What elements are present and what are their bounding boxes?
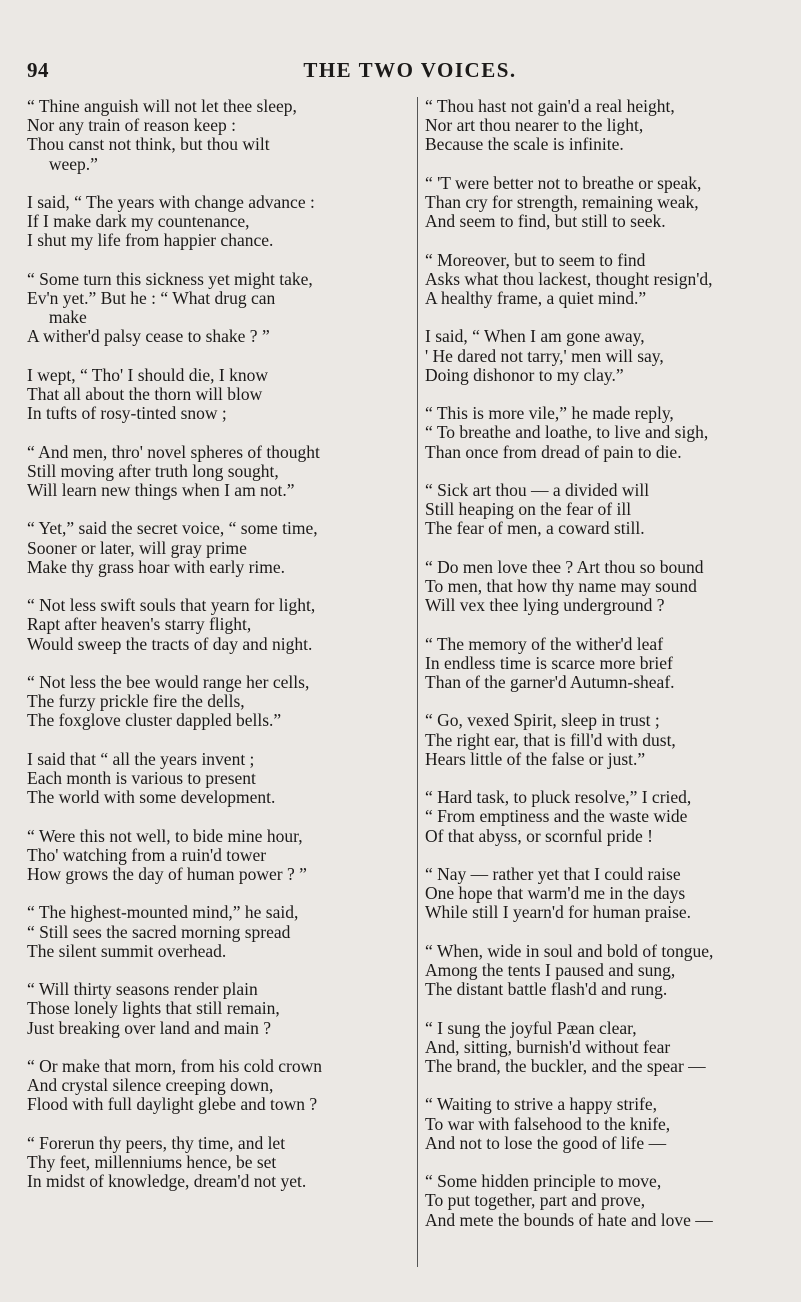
verse-line: “ Thou hast not gain'd a real height, [425, 96, 675, 116]
verse-line: “ And men, thro' novel spheres of thought [27, 441, 320, 462]
stanza-gap [27, 731, 415, 750]
stanza-gap [425, 231, 795, 250]
stanza-gap [425, 155, 795, 174]
verse-line: “ Yet,” said the secret voice, “ some time, [27, 518, 318, 539]
stanza [27, 270, 415, 347]
verse-line: “ Will thirty seasons render plain [27, 979, 258, 1000]
stanza-gap [425, 539, 795, 558]
verse-line: And crystal silence creeping down, [27, 1075, 274, 1096]
verse-line: Tho' watching from a ruin'd tower [27, 844, 267, 865]
stanza-gap [425, 923, 795, 942]
verse-line: How grows the day of human power ? ” [27, 863, 307, 884]
verse-line: Of that abyss, or scornful pride ! [425, 825, 653, 846]
verse-line: I said that “ all the years invent ; [27, 748, 255, 769]
stanza [425, 558, 795, 616]
verse-line: I wept, “ Tho' I should die, I know [27, 364, 268, 385]
verse-line: To war with falsehood to the knife, [425, 1113, 671, 1134]
verse-line: Sooner or later, will gray prime [27, 537, 247, 558]
verse-line: Than cry for strength, remaining weak, [425, 192, 699, 212]
stanza [27, 980, 415, 1038]
stanza-gap [27, 500, 415, 519]
verse-line: Nor art thou nearer to the light, [425, 115, 644, 136]
verse-line: The world with some development. [27, 787, 276, 808]
verse-line: That all about the thorn will blow [27, 384, 263, 404]
verse-line: Will learn new things when I am not.” [27, 480, 295, 500]
stanza [425, 1019, 795, 1077]
verse-line: If I make dark my countenance, [27, 211, 250, 232]
verse-line: The furzy prickle fire the dells, [27, 691, 245, 712]
stanza [425, 251, 795, 309]
verse-line: A healthy frame, a quiet mind.” [425, 288, 647, 308]
verse-line: Each month is various to present [27, 767, 256, 788]
verse-line: “ Some turn this sickness yet might take, [27, 268, 313, 289]
running-title: THE TWO VOICES. [303, 58, 517, 82]
stanza-gap [425, 462, 795, 481]
verse-line: “ Hard task, to pluck resolve,” I cried, [425, 787, 692, 808]
verse-line: Nor any train of reason keep : [27, 115, 236, 136]
verse-line: “ Still sees the sacred morning spread [27, 921, 291, 942]
verse-line: Than once from dread of pain to die. [425, 441, 682, 462]
verse-line: weep.” [27, 153, 98, 174]
stanza-gap [27, 1115, 415, 1134]
verse-line: “ This is more vile,” he made reply, [425, 403, 674, 424]
verse-line: “ Thine anguish will not let thee sleep, [27, 96, 297, 116]
verse-line: “ Were this not well, to bide mine hour, [27, 825, 303, 846]
verse-line: And not to lose the good of life — [425, 1132, 667, 1153]
verse-line: I said, “ The years with change advance : [27, 192, 315, 212]
stanza-gap [27, 577, 415, 596]
stanza [425, 97, 795, 155]
verse-line: Make thy grass hoar with early rime. [27, 556, 286, 577]
verse-line: “ Or make that morn, from his cold crown [27, 1055, 322, 1076]
verse-line: The distant battle flash'd and rung. [425, 979, 668, 1000]
verse-line: “ Go, vexed Spirit, sleep in trust ; [425, 710, 660, 731]
page-header [27, 58, 793, 88]
verse-line: Thou canst not think, but thou wilt [27, 134, 270, 155]
verse-line: Rapt after heaven's starry flight, [27, 614, 252, 635]
verse-line: Than of the garner'd Autumn-sheaf. [425, 671, 675, 692]
verse-line: “ Sick art thou — a divided will [425, 479, 650, 500]
verse-line: ' He dared not tarry,' men will say, [425, 345, 664, 366]
verse-line: Among the tents I paused and sung, [425, 959, 676, 980]
stanza [27, 193, 415, 251]
stanza [27, 903, 415, 961]
verse-line: The silent summit overhead. [27, 940, 227, 961]
verse-line: “ The memory of the wither'd leaf [425, 633, 664, 654]
verse-line: “ From emptiness and the waste wide [425, 806, 688, 827]
stanza-gap [27, 423, 415, 442]
verse-line: Ev'n yet.” But he : “ What drug can [27, 288, 276, 308]
verse-line: Doing dishonor to my clay.” [425, 364, 624, 385]
verse-line: Asks what thou lackest, thought resign'd, [425, 268, 713, 289]
stanza [425, 788, 795, 846]
verse-line: The foxglove cluster dappled bells.” [27, 710, 282, 731]
verse-line: Will vex thee lying underground ? [425, 595, 665, 616]
verse-line: “ Some hidden principle to move, [425, 1171, 662, 1192]
verse-line: I shut my life from happier chance. [27, 230, 274, 251]
left-column [27, 97, 415, 1191]
verse-line: Hears little of the false or just.” [425, 748, 646, 769]
stanza-gap [27, 961, 415, 980]
verse-line: While still I yearn'd for human praise. [425, 902, 692, 923]
stanza-gap [425, 385, 795, 404]
verse-line: In tufts of rosy-tinted snow ; [27, 403, 227, 424]
stanza [27, 97, 415, 174]
stanza-gap [27, 807, 415, 826]
verse-line: The fear of men, a coward still. [425, 518, 645, 539]
right-column [425, 97, 795, 1230]
verse-line: “ Do men love thee ? Art thou so bound [425, 556, 704, 577]
stanza-gap [27, 347, 415, 366]
stanza [425, 327, 795, 385]
stanza-gap [27, 1038, 415, 1057]
stanza [425, 1095, 795, 1153]
stanza [27, 750, 415, 808]
stanza [425, 711, 795, 769]
verse-line: Still heaping on the fear of ill [425, 499, 632, 520]
verse-line: In endless time is scarce more brief [425, 652, 673, 673]
stanza [425, 942, 795, 1000]
verse-line: The brand, the buckler, and the spear — [425, 1055, 706, 1076]
stanza-gap [425, 692, 795, 711]
verse-line: I said, “ When I am gone away, [425, 326, 645, 347]
verse-line: “ When, wide in soul and bold of tongue, [425, 940, 714, 961]
verse-line: “ The highest-mounted mind,” he said, [27, 902, 299, 923]
verse-line: And seem to find, but still to seek. [425, 211, 666, 232]
verse-line: Those lonely lights that still remain, [27, 998, 280, 1019]
verse-line: “ Waiting to strive a happy strife, [425, 1094, 658, 1115]
verse-line: Just breaking over land and main ? [27, 1017, 271, 1038]
stanza-gap [425, 846, 795, 865]
verse-line: In midst of knowledge, dream'd not yet. [27, 1171, 307, 1192]
verse-line: To put together, part and prove, [425, 1190, 646, 1211]
stanza [27, 1134, 415, 1192]
stanza [27, 519, 415, 577]
stanza [27, 673, 415, 731]
stanza [27, 827, 415, 885]
stanza-gap [27, 884, 415, 903]
verse-line: “ Not less swift souls that yearn for light, [27, 595, 316, 616]
stanza-gap [425, 308, 795, 327]
stanza-gap [425, 999, 795, 1018]
stanza-gap [27, 251, 415, 270]
stanza-gap [425, 1153, 795, 1172]
column-divider [417, 97, 418, 1267]
verse-line: “ Nay — rather yet that I could raise [425, 863, 681, 884]
verse-line: One hope that warm'd me in the days [425, 883, 686, 904]
stanza [425, 865, 795, 923]
verse-line: “ 'T were better not to breathe or speak, [425, 172, 702, 193]
verse-line: Would sweep the tracts of day and night. [27, 633, 313, 654]
stanza [27, 443, 415, 501]
verse-line: “ I sung the joyful Pæan clear, [425, 1017, 637, 1038]
verse-line: Still moving after truth long sought, [27, 460, 279, 481]
verse-line: make [27, 307, 87, 328]
stanza-gap [425, 769, 795, 788]
stanza [425, 1172, 795, 1230]
stanza [27, 1057, 415, 1115]
stanza-gap [27, 654, 415, 673]
verse-line: And, sitting, burnish'd without fear [425, 1036, 671, 1057]
verse-line: Flood with full daylight glebe and town ? [27, 1094, 318, 1115]
page-number: 94 [27, 58, 49, 82]
stanza [27, 596, 415, 654]
stanza [425, 404, 795, 462]
verse-line: Thy feet, millenniums hence, be set [27, 1151, 277, 1172]
stanza [27, 366, 415, 424]
stanza-gap [27, 174, 415, 193]
stanza [425, 635, 795, 693]
verse-line: “ To breathe and loathe, to live and sigh, [425, 422, 709, 443]
stanza-gap [425, 615, 795, 634]
verse-line: The right ear, that is fill'd with dust, [425, 729, 676, 750]
stanza [425, 174, 795, 232]
verse-line: And mete the bounds of hate and love — [425, 1209, 713, 1230]
verse-line: Because the scale is infinite. [425, 134, 624, 155]
stanza [425, 481, 795, 539]
verse-line: “ Not less the bee would range her cells, [27, 671, 310, 692]
verse-line: “ Moreover, but to seem to find [425, 249, 646, 270]
verse-line: A wither'd palsy cease to shake ? ” [27, 326, 270, 347]
verse-line: “ Forerun thy peers, thy time, and let [27, 1132, 286, 1153]
verse-line: To men, that how thy name may sound [425, 575, 697, 596]
stanza-gap [425, 1076, 795, 1095]
